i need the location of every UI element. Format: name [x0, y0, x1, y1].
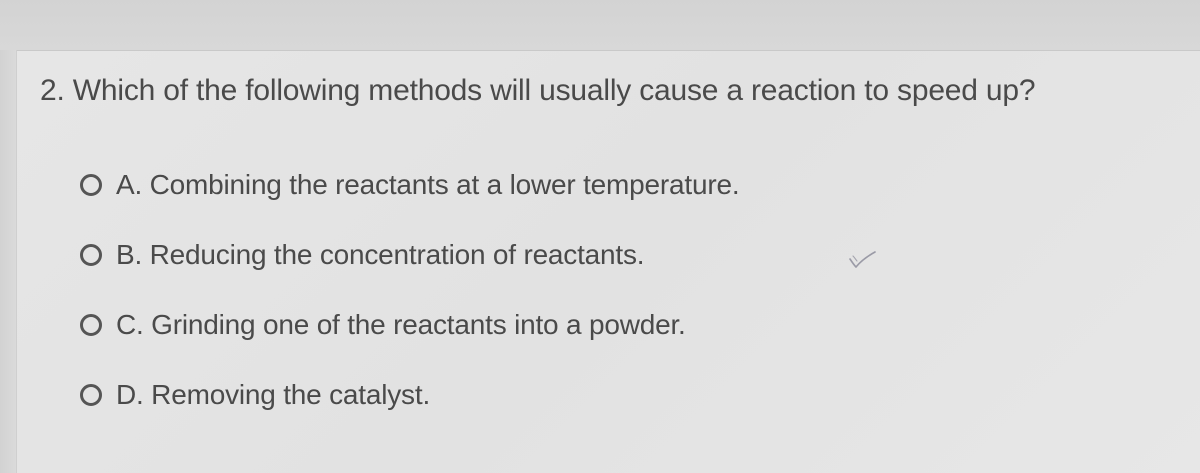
radio-button-b[interactable]: [80, 244, 102, 266]
option-d[interactable]: [80, 376, 430, 414]
handwritten-check-icon: [848, 250, 878, 270]
radio-button-a[interactable]: [80, 174, 102, 196]
option-c-label: C. Grinding one of the reactants into a powder.: [116, 309, 686, 340]
option-a-label: A. Combining the reactants at a lower temperature.: [116, 169, 740, 200]
top-band: [0, 0, 1200, 51]
option-d-label: D. Removing the catalyst.: [116, 379, 431, 410]
radio-button-c[interactable]: [80, 314, 102, 336]
option-b-label: B. Reducing the concentration of reactants.: [116, 239, 645, 270]
option-b[interactable]: [80, 236, 644, 274]
left-edge: [0, 50, 17, 473]
question-text: 2. Which of the following methods will usually cause a reaction to speed up?: [40, 74, 1036, 107]
radio-button-d[interactable]: [80, 384, 102, 406]
option-c[interactable]: [80, 306, 686, 344]
option-a[interactable]: [80, 166, 739, 204]
